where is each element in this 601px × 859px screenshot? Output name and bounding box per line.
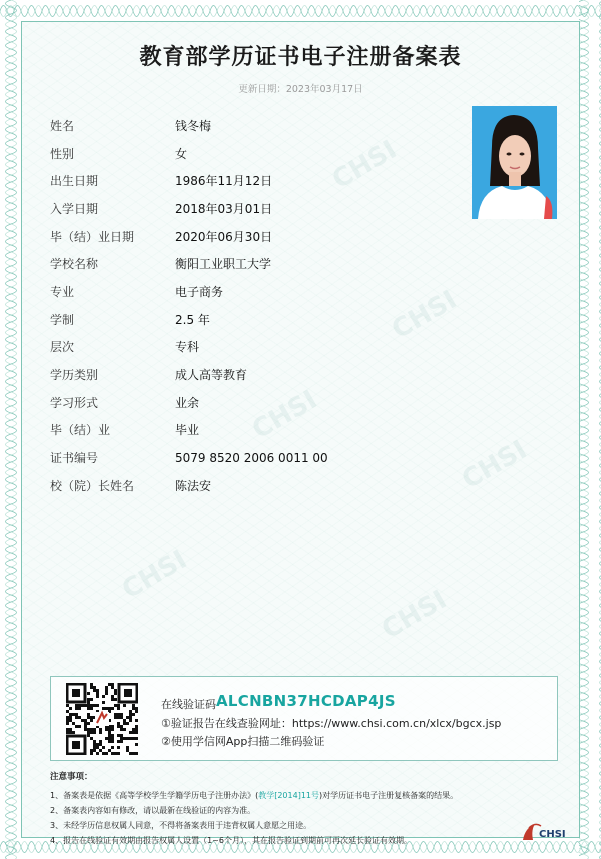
- update-label: 更新日期：: [238, 84, 286, 95]
- field-value: 女: [175, 147, 188, 161]
- field-key: 出生日期: [50, 174, 99, 188]
- field-row: [50, 337, 470, 357]
- field-value: 陈法安: [175, 479, 212, 493]
- field-value: 衡阳工业职工大学: [175, 257, 272, 271]
- portrait-photo: [472, 106, 557, 219]
- field-key: 校（院）长姓名: [50, 479, 135, 493]
- note-item: 4、报告在线验证有效期由报告权属人设置（1~6个月），其在报告验证到期前可再次延长验证有效期。: [50, 836, 412, 845]
- field-key: 学制: [50, 313, 75, 327]
- field-value: 成人高等教育: [175, 368, 248, 382]
- field-key: 入学日期: [50, 202, 99, 216]
- note-item: [50, 788, 458, 803]
- field-key: 性别: [50, 147, 75, 161]
- verify-app-text: ②使用学信网App扫描二维码验证: [161, 735, 325, 748]
- note-item: 2、备案表内容如有修改，请以最新在线验证的内容为准。: [50, 806, 256, 815]
- field-row: [50, 476, 470, 496]
- field-value: 业余: [175, 396, 200, 410]
- field-key: 学校名称: [50, 257, 99, 271]
- chsi-logo-text: CHSI: [539, 829, 566, 840]
- note-item: 3、未经学历信息权属人同意，不得将备案表用于违背权属人意愿之用途。: [50, 821, 312, 830]
- update-value: 2023年03月17日: [285, 84, 363, 95]
- field-value: 2.5 年: [175, 313, 210, 327]
- regulation-link[interactable]: 教学[2014]11号: [258, 791, 319, 800]
- verify-code-label: 在线验证码: [161, 698, 216, 711]
- page-title: 教育部学历证书电子注册备案表: [139, 45, 462, 70]
- notes-title: 注意事项：: [50, 772, 93, 782]
- verification-box: [50, 676, 558, 761]
- field-value: 2020年06月30日: [175, 230, 273, 244]
- field-row: [50, 171, 470, 191]
- field-row: [50, 199, 470, 219]
- field-key: 学历类别: [50, 368, 99, 382]
- field-row: [50, 310, 470, 330]
- field-row: [50, 254, 470, 274]
- field-key: 学习形式: [50, 396, 99, 410]
- field-key: 姓名: [50, 119, 75, 133]
- field-key: 专业: [50, 285, 75, 299]
- field-value: 5079 8520 2006 0011 00: [175, 451, 328, 465]
- field-key: 证书编号: [50, 451, 99, 465]
- field-value: 2018年03月01日: [175, 202, 273, 216]
- field-key: 毕（结）业: [50, 423, 111, 437]
- field-row: [50, 282, 470, 302]
- note-text: 1、备案表是依据《高等学校学生学籍学历电子注册办法》(: [50, 791, 259, 800]
- field-value: 1986年11月12日: [175, 174, 273, 188]
- verify-url-text[interactable]: ①验证报告在线查验网址：https://www.chsi.com.cn/xlcx/bgcx.jsp: [161, 717, 502, 730]
- field-row: [50, 116, 470, 136]
- field-row: [50, 448, 470, 468]
- field-row: [50, 365, 470, 385]
- field-row: [50, 227, 470, 247]
- field-key: 层次: [50, 340, 75, 354]
- notes-section: [50, 770, 458, 848]
- note-text: )对学历证书电子注册复核备案的结果。: [319, 791, 459, 800]
- verify-code: ALCNBN37HCDAP4JS: [216, 692, 396, 710]
- field-row: [50, 420, 470, 440]
- field-key: 毕（结）业日期: [50, 230, 135, 244]
- field-value: 钱冬梅: [175, 119, 212, 133]
- field-row: [50, 144, 470, 164]
- field-value: 专科: [175, 340, 200, 354]
- qr-code-icon[interactable]: [66, 683, 138, 755]
- field-value: 毕业: [175, 423, 200, 437]
- update-date: [0, 81, 601, 95]
- field-row: [50, 393, 470, 413]
- field-value: 电子商务: [175, 285, 224, 299]
